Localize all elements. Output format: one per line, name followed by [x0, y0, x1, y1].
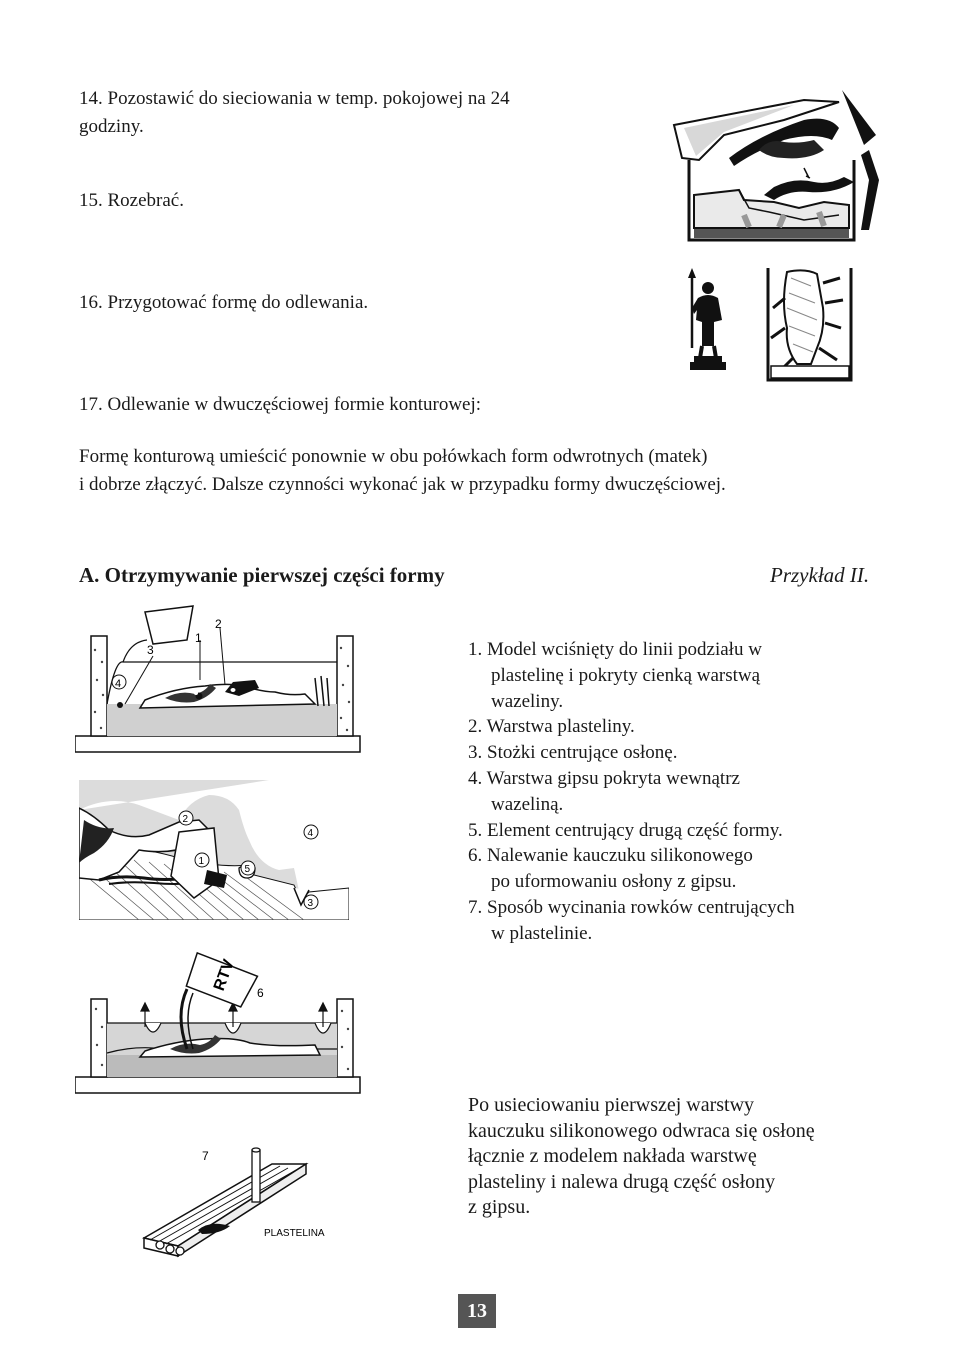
legend-item-6-line-1: 6. Nalewanie kauczuku silikonowego	[468, 845, 753, 867]
legend-item-1	[468, 637, 795, 714]
fig4-label-plastelina: PLASTELINA	[264, 1228, 325, 1239]
step-14-line-1: 14. Pozostawić do sieciowania w temp. pokojowej na 24	[79, 88, 510, 109]
step-14	[79, 85, 627, 141]
legend-item-5: 5. Element centrujący drugą część formy.	[468, 819, 783, 841]
closing-line-1: Po usieciowaniu pierwszej warstwy	[468, 1094, 755, 1116]
legend-item-7-line-1: 7. Sposób wycinania rowków centrujących	[468, 896, 795, 918]
closing-paragraph	[468, 1093, 815, 1221]
fig4-label-7: 7	[202, 1149, 209, 1163]
fig2-label-4: 4	[307, 828, 314, 839]
fig1-label-3: 3	[147, 643, 154, 657]
figure-2-diagram	[79, 780, 349, 920]
fig2-label-5: 5	[244, 864, 251, 875]
section-title: A. Otrzymywanie pierwszej części formy	[79, 563, 445, 587]
legend-item-1-line-1: 1. Model wciśnięty do linii podziału w	[468, 639, 762, 660]
step-17-text-line-1: Formę konturową umieścić ponownie w obu połówkach form odwrotnych (matek)	[79, 446, 708, 467]
fig3-label-6: 6	[257, 986, 264, 1000]
statue-figure-illustration	[680, 268, 740, 372]
figure-3-diagram	[75, 945, 365, 1095]
step-16: 16. Przygotować formę do odlewania.	[79, 292, 369, 313]
legend-item-1-line-2: plastelinę i pokryty cienką warstwą	[491, 664, 761, 686]
legend-list	[468, 637, 795, 947]
mold-section-illustration	[765, 268, 855, 384]
figure-1-diagram	[75, 600, 365, 755]
step-17: 17. Odlewanie w dwuczęściowej formie konturowej:	[79, 394, 482, 415]
legend-item-4-line-1: 4. Warstwa gipsu pokryta wewnątrz	[468, 767, 740, 789]
page-number: 13	[458, 1294, 496, 1328]
fig2-label-2: 2	[182, 814, 189, 825]
fig3-label-rtv: RTV	[210, 957, 238, 994]
step-15: 15. Rozebrać.	[79, 190, 184, 211]
legend-item-7-line-2: w plastelinie.	[491, 922, 593, 944]
closing-line-2: kauczuku silikonowego odwraca się osłonę	[468, 1119, 815, 1142]
closing-line-4: plasteliny i nalewa drugą część osłony	[468, 1170, 776, 1193]
legend-item-6	[468, 843, 795, 895]
step-14-line-2: godziny.	[79, 116, 144, 137]
step-17-text	[79, 443, 726, 499]
legend-item-3: 3. Stożki centrujące osłonę.	[468, 742, 678, 764]
example-label: Przykład II.	[770, 563, 870, 587]
legend-item-2: 2. Warstwa plasteliny.	[468, 716, 635, 738]
legend-item-4-line-2: wazeliną.	[491, 793, 564, 815]
legend-item-7	[468, 895, 795, 947]
fig2-label-1: 1	[198, 856, 205, 867]
legend-item-6-line-2: po uformowaniu osłony z gipsu.	[491, 871, 737, 893]
fig1-label-1: 1	[195, 631, 202, 645]
fig1-label-2: 2	[215, 617, 222, 631]
closing-line-5: z gipsu.	[468, 1196, 531, 1218]
legend-item-4	[468, 766, 795, 818]
fig2-label-3: 3	[307, 898, 314, 909]
closing-line-3: łącznie z modelem nakłada warstwę	[468, 1145, 757, 1167]
mold-disassembly-illustration	[664, 80, 884, 245]
step-17-text-line-2: i dobrze złączyć. Dalsze czynności wykonać jak w przypadku formy dwuczęściowej.	[79, 474, 726, 495]
figure-4-diagram	[140, 1130, 340, 1260]
fig1-label-4: 4	[115, 678, 122, 690]
legend-item-1-line-3: wazeliny.	[491, 690, 564, 712]
